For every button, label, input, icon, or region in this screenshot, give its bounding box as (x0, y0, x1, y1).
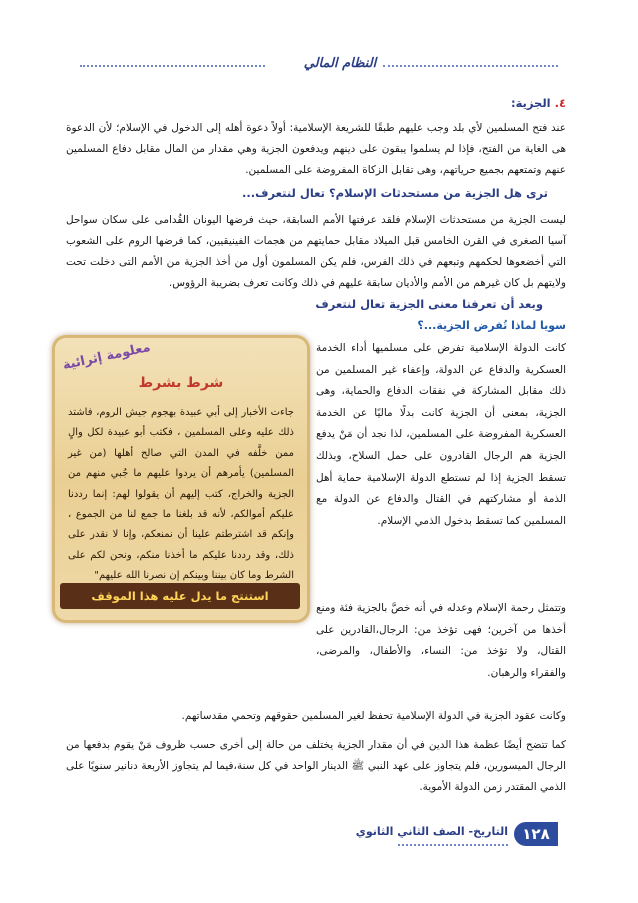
innovations-paragraph: ليست الجزية من مستحدثات الإسلام فلقد عرفتها الأمم السابقة، حيث فرضها اليونان القُدامى على سكان سواحل آسيا الصغرى في القرن الخامس قبل الميلاد مقابل حمايتهم من هجمات الفينيقيين، كما فرضها الروم على الشعوب التي أخضعوها لحكمهم وتبعهم في ذلك الفرس، فلم يكن المسلمون أول من أخذ الجزية من الأمم التى دخلت تحت ولايتهم بل كان غيرهم من الأمم والأديان سابقة عليهم في ذلك وكانت تعرف بضريبة الرؤوس. (66, 214, 566, 289)
header-dotted-line-right (383, 65, 558, 67)
enrichment-info-box (52, 335, 310, 623)
innovations-heading: ترى هل الجزية من مستحدثات الإسلام؟ تعال لنتعرف... (242, 186, 548, 200)
why-jizya-subheading: سويا لماذا تُفرض الجزية...؟ (417, 319, 566, 332)
jizya-definition-paragraph: عند فتح المسلمين لأي بلد وجب عليهم طبقًا للشريعة الإسلامية: أولاً دعوة أهله إلى الدخول في الإسلام؛ لأن الدعوة هى الغاية من الفتح، فإذا لم يسلموا يبقون على دينهم ويدفعون الجزية وهي مقدار من المال مقابل دفاع المسلمين عنهم وتمتعهم بجميع حرياتهم، وهى تقابل الزكاة المفروضة على المسلمين. (66, 122, 566, 176)
section-4-heading (66, 96, 566, 110)
info-box-tag: معلومة إثرائية (61, 339, 152, 374)
info-box-text: جاءت الأخبار إلى أبي عبيدة بهجوم جيش الروم، فاشتد ذلك عليه وعلى المسلمين ، فكتب أبو عبيدة لكل والٍ ممن خلَّفه في المدن التي صالح أهلها (من غير المسلمين) يأمرهم أن يردوا عليهم ما جُبي منهم من الجزية والخراج، كتب إليهم أن يقولوا لهم: إنما رددنا عليكم أموالكم، لأنه قد بلغنا ما جمع لنا من الجموع ، وإنكم قد اشترطتم علينا أن نمنعكم، وإنا لا نقدر على ذلك، وقد رددنا عليكم ما أخذنا منكم، ونحن لكم على الشرط وما كان بيننا وبينكم إن نصرنا الله عليهم" (68, 407, 294, 582)
page-number: ١٢٨ (514, 822, 558, 846)
mercy-paragraph: وتتمثل رحمة الإسلام وعدله في أنه خصَّ بالجزية فئة ومنع أخذها من آخرين؛ فهى تؤخذ من: الرجال،القادرين على القتال، ولا تؤخذ من: النساء، والأطفال، والمرضى، والفقراء والرهبان. (316, 602, 566, 679)
meaning-heading: وبعد أن تعرفنا معنى الجزية تعال لنتعرف (315, 297, 543, 311)
conclude-prompt: استنتج ما يدل عليه هذا الموقف (60, 583, 300, 609)
book-title: التاريخ- الصف الثاني الثانوي (355, 825, 508, 838)
section-title: الجزية: (510, 96, 551, 110)
amount-paragraph: كما تتضح أيضًا عظمة هذا الدين في أن مقدار الجزية يختلف من حالة إلى أخرى حسب ظروف مَنْ يقوم بدفعها من الرجال الميسورين، فلم يتجاوز على عهد النبي ﷺ الدينار الواحد في كل سنة،فيما لم يتجاوز الأربعة دنانير سنويًا على الذمي المقتدر زمن الدولة الأموية. (66, 739, 566, 793)
info-box-title: شرط بشرط (138, 375, 224, 391)
page-footer (0, 822, 638, 848)
page-header (40, 56, 598, 76)
page-title: النظام المالي (303, 56, 377, 71)
why-jizya-paragraph: كانت الدولة الإسلامية تفرض على مسلميها أداء الخدمة العسكرية والدفاع عن الدولة، وإعفاء غير المسلمين من ذلك مقابل المشاركة في نفقات الدفاع والحماية، وهى الجزية، بمعنى أن الجزية كانت بدلًا ماليًا عن الخدمة العسكرية المفروضة على المسلمين، لذا نجد أن مَنْ يدفع الجزية هم الرجال القادرون على حمل السلاح، وبذلك تسقط الجزية إذا لم تستطع الدولة الإسلامية حماية أهل الذمة أو مشاركتهم في القتال والدفاع عن الدولة مع المسلمين كما تسقط بدخول الذمي الإسلام. (316, 342, 566, 527)
header-dotted-line-left (80, 65, 265, 67)
contracts-paragraph: وكانت عقود الجزية في الدولة الإسلامية تحفظ لغير المسلمين حقوقهم وتحمي مقدساتهم. (181, 710, 566, 722)
footer-dotted-line (398, 844, 508, 846)
section-number: ٤. (554, 96, 566, 110)
